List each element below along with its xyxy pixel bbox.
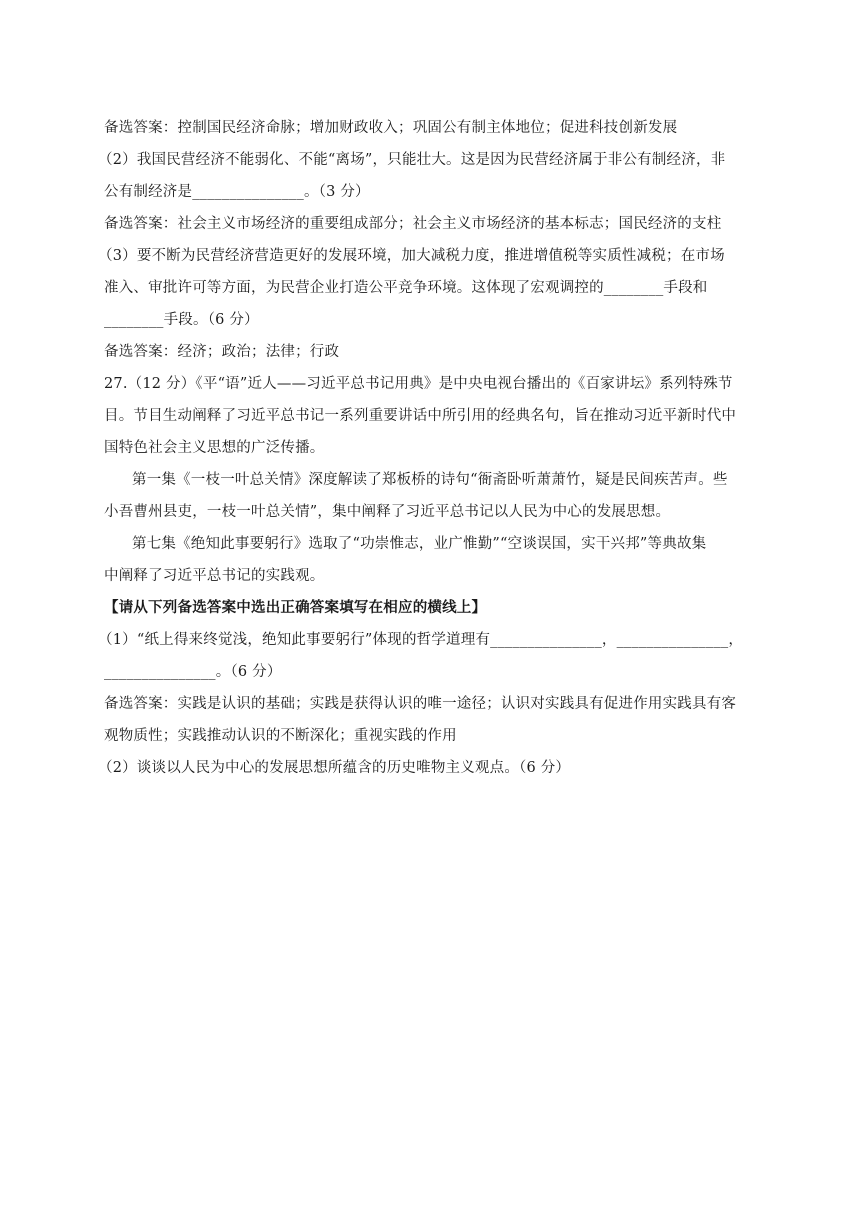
question-2-blank-line: 公有制经济是_______________。（3 分） xyxy=(104,184,370,200)
episode-7-paragraph: 第七集《绝知此事要躬行》选取了“功崇惟志，业广惟勤”“空谈误国，实干兴邦”等典故集 xyxy=(132,536,707,552)
answer-options-27-1-continued: 观物质性；实践推动认识的不断深化；重视实践的作用 xyxy=(104,728,457,744)
question-27-intro: 27.（12 分）《平“语”近人——习近平总书记用典》是中央电视台播出的《百家讲坛》系列特殊节 xyxy=(104,376,733,392)
answer-options-27-1: 备选答案：实践是认识的基础；实践是获得认识的唯一途径；认识对实践具有促进作用实践具有客 xyxy=(104,696,737,712)
question-27-2-text: （2）谈谈以人民为中心的发展思想所蕴含的历史唯物主义观点。（6 分） xyxy=(98,760,571,776)
answer-options-q1: 备选答案：控制国民经济命脉；增加财政收入；巩固公有制主体地位；促进科技创新发展 xyxy=(104,120,678,136)
answer-options-q3: 备选答案：经济；政治；法律；行政 xyxy=(104,344,340,360)
question-27-1-blank-line: _______________。（6 分） xyxy=(104,664,282,680)
answer-options-q2: 备选答案：社会主义市场经济的重要组成部分；社会主义市场经济的基本标志；国民经济的支柱 xyxy=(104,216,722,232)
episode-7-paragraph-continued: 中阐释了习近平总书记的实践观。 xyxy=(104,568,325,584)
question-3-text: （3）要不断为民营经济营造更好的发展环境，加大减税力度，推进增值税等实质性减税；在市场 xyxy=(98,248,725,264)
question-2-text: （2）我国民营经济不能弱化、不能“离场”，只能壮大。这是因为民营经济属于非公有制经济，非 xyxy=(98,152,726,168)
question-3-blank-line: ________手段。（6 分） xyxy=(104,312,259,328)
question-27-intro-line-2: 目。节目生动阐释了习近平总书记一系列重要讲话中所引用的经典名句，旨在推动习近平新时代中 xyxy=(104,408,737,424)
question-3-text-continued: 准入、审批许可等方面，为民营企业打造公平竞争环境。这体现了宏观调控的________手段和 xyxy=(104,280,708,296)
episode-1-paragraph: 第一集《一枝一叶总关情》深度解读了郑板桥的诗句“衙斋卧听萧萧竹，疑是民间疾苦声。些 xyxy=(132,472,728,488)
episode-1-paragraph-continued: 小吾曹州县吏，一枝一叶总关情”，集中阐释了习近平总书记以人民为中心的发展思想。 xyxy=(104,504,671,520)
question-27-intro-line-3: 国特色社会主义思想的广泛传播。 xyxy=(104,440,325,456)
question-27-1-text: （1）“纸上得来终觉浅，绝知此事要躬行”体现的哲学道理有_______________，_______________， xyxy=(98,632,744,648)
instruction-heading: 【请从下列备选答案中选出正确答案填写在相应的横线上】 xyxy=(104,599,487,616)
